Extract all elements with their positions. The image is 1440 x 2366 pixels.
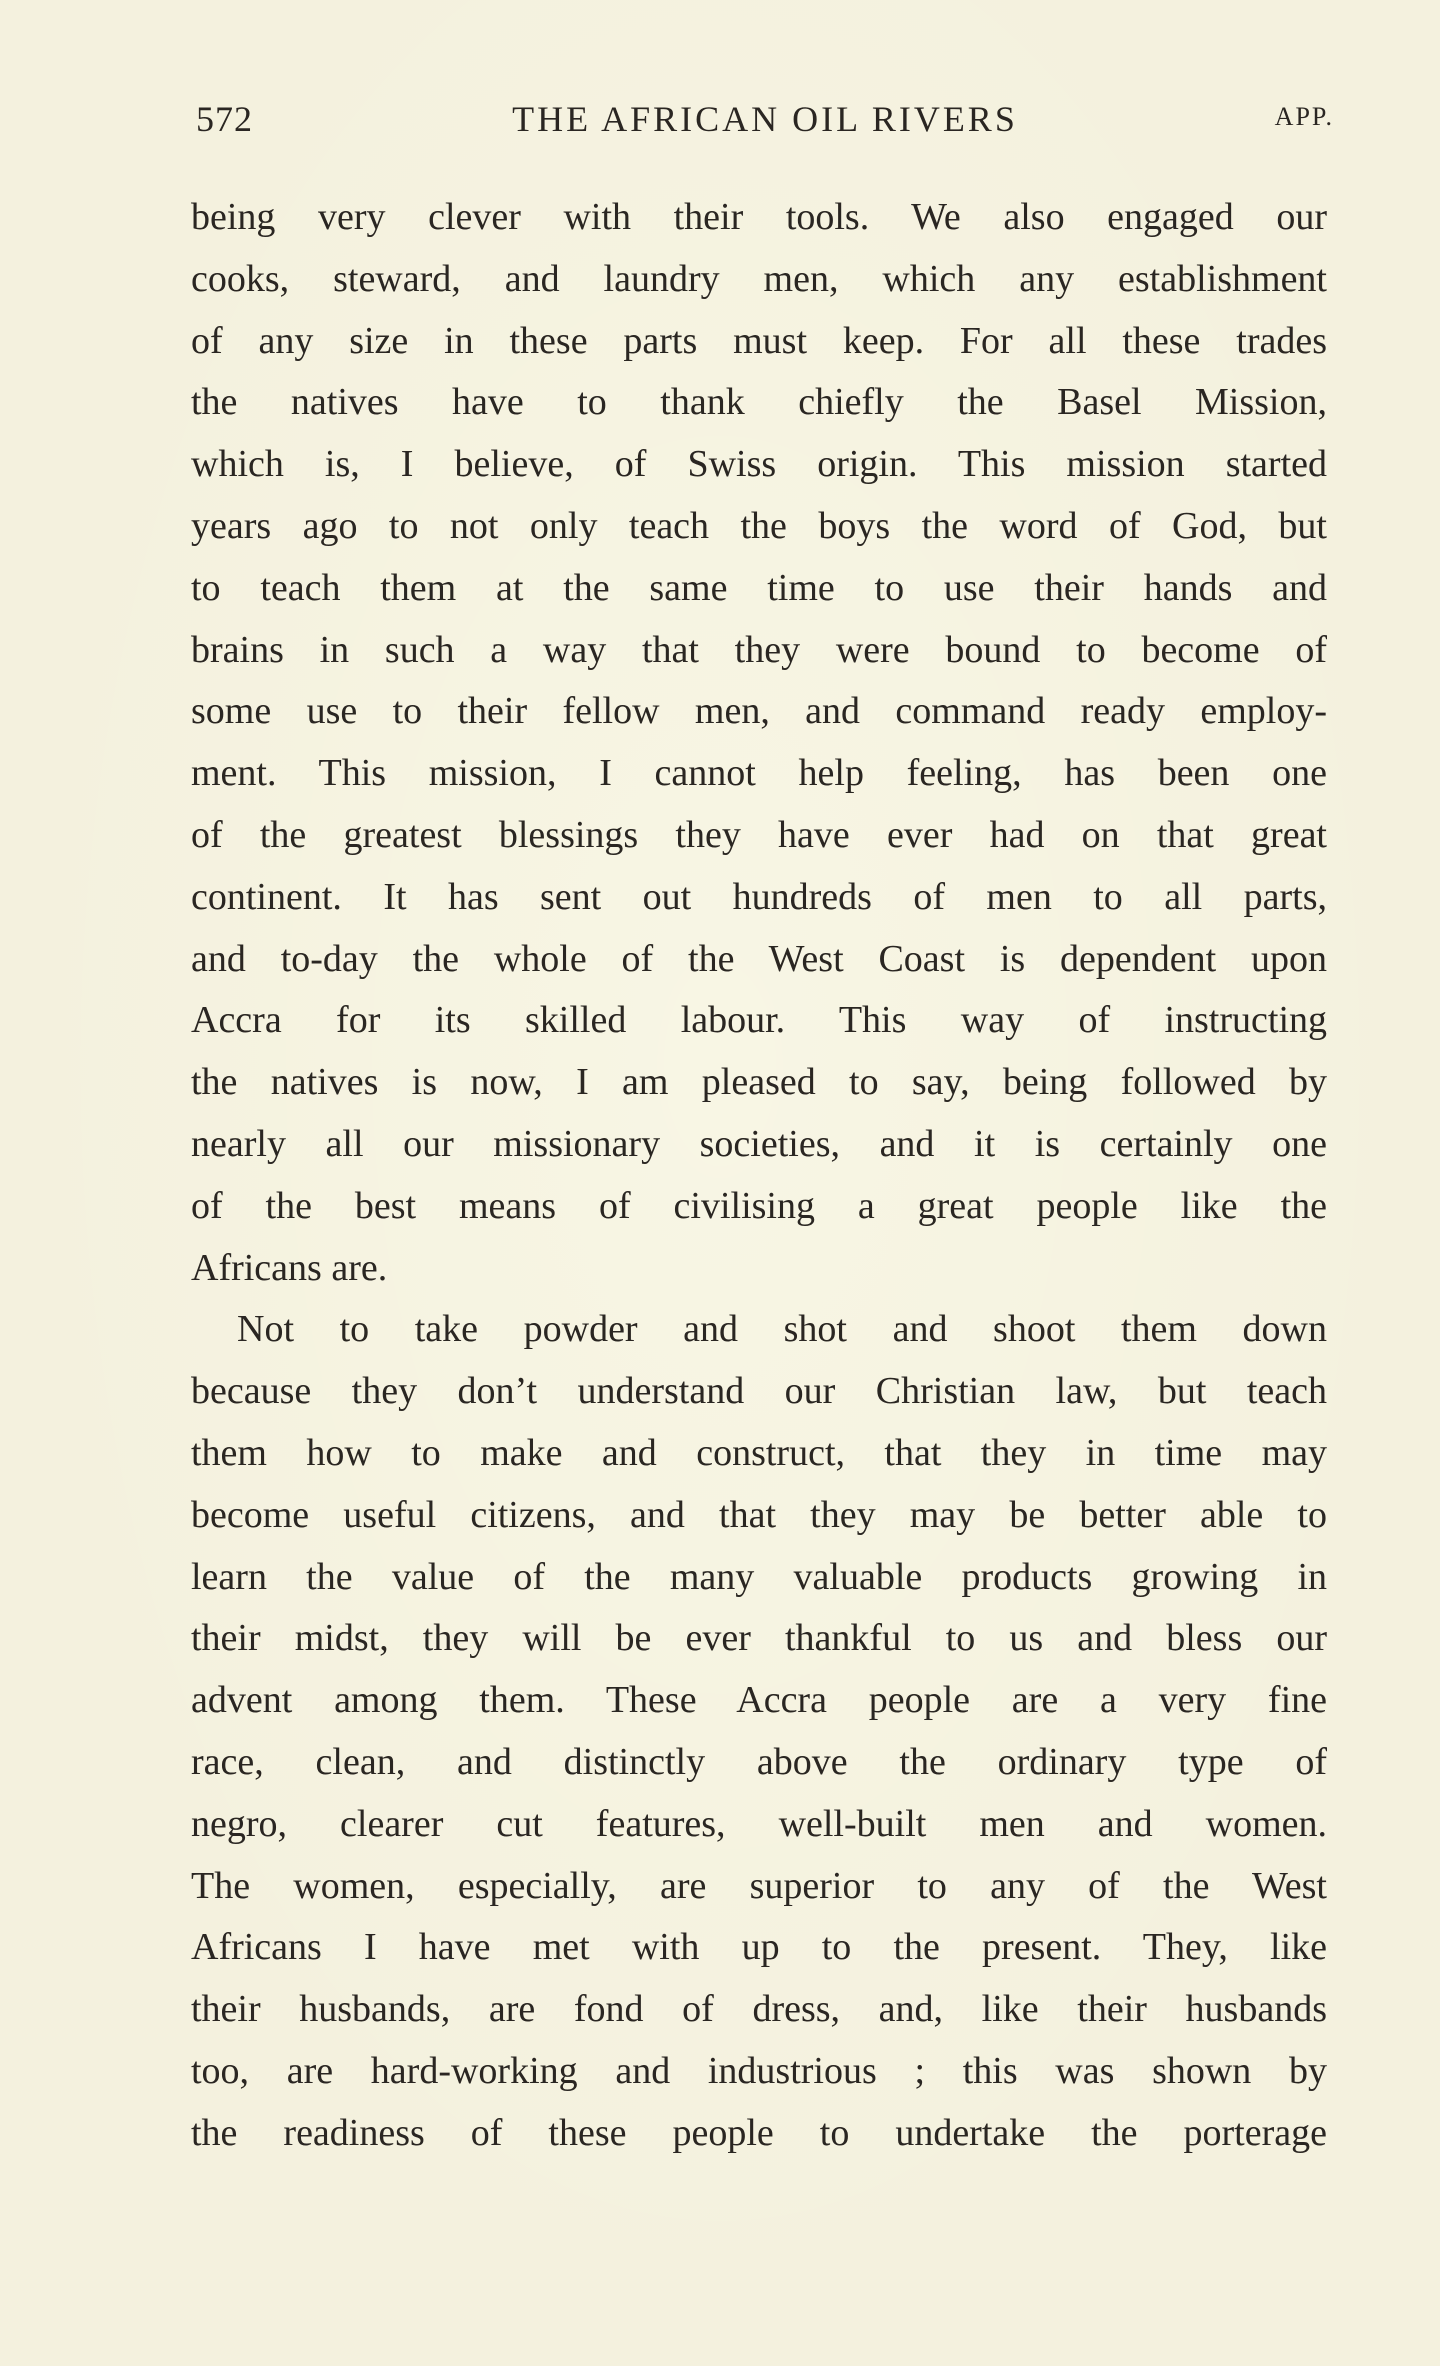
text-line: of any size in these parts must keep. For all these trades: [191, 319, 1327, 362]
text-line: negro, clearer cut features, well-built men and women.: [191, 1802, 1327, 1845]
text-line: too, are hard-working and industrious ; this was shown by: [191, 2049, 1327, 2092]
text-line: become useful citizens, and that they may be better able to: [191, 1493, 1327, 1536]
text-line: of the greatest blessings they have ever had on that great: [191, 813, 1327, 856]
body-text: [191, 187, 1327, 2165]
text-line: Accra for its skilled labour. This way of instructing: [191, 999, 1327, 1042]
text-line: to teach them at the same time to use their hands and: [191, 566, 1327, 609]
text-line: the natives have to thank chiefly the Basel Mission,: [191, 381, 1327, 424]
running-head: THE AFRICAN OIL RIVERS: [512, 99, 1018, 139]
text-line: and to-day the whole of the West Coast is dependent upon: [191, 937, 1327, 980]
paragraph-start-line: Not to take powder and shot and shoot them down: [237, 1308, 1327, 1351]
text-line: The women, especially, are superior to any of the West: [191, 1864, 1327, 1907]
text-line: race, clean, and distinctly above the ordinary type of: [191, 1740, 1327, 1783]
text-line: learn the value of the many valuable products growing in: [191, 1555, 1327, 1598]
text-line: the readiness of these people to undertake the porterage: [191, 2111, 1327, 2154]
page-header: [196, 98, 1334, 158]
text-line: Africans I have met with up to the present. They, like: [191, 1926, 1327, 1969]
text-line: years ago to not only teach the boys the word of God, but: [191, 504, 1327, 547]
text-line: nearly all our missionary societies, and it is certainly one: [191, 1122, 1327, 1165]
text-line: which is, I believe, of Swiss origin. This mission started: [191, 443, 1327, 486]
text-line: them how to make and construct, that they in time may: [191, 1431, 1327, 1474]
text-line: continent. It has sent out hundreds of men to all parts,: [191, 875, 1327, 918]
text-line: being very clever with their tools. We also engaged our: [191, 196, 1327, 238]
text-line: ment. This mission, I cannot help feeling, has been one: [191, 752, 1327, 795]
text-line: of the best means of civilising a great people like the: [191, 1184, 1327, 1227]
paragraph-end-line: Africans are.: [191, 1246, 388, 1289]
section-mark: APP.: [1274, 102, 1334, 131]
text-line: some use to their fellow men, and command ready employ-: [191, 690, 1327, 733]
text-line: cooks, steward, and laundry men, which any establishment: [191, 257, 1327, 300]
text-line: their husbands, are fond of dress, and, like their husbands: [191, 1988, 1327, 2031]
text-line: brains in such a way that they were bound to become of: [191, 628, 1327, 671]
text-line: the natives is now, I am pleased to say, being followed by: [191, 1061, 1327, 1104]
text-line: advent among them. These Accra people are a very fine: [191, 1679, 1327, 1722]
text-line: because they don’t understand our Christian law, but teach: [191, 1370, 1327, 1413]
page-number: 572: [196, 99, 253, 139]
text-line: their midst, they will be ever thankful to us and bless our: [191, 1617, 1327, 1660]
